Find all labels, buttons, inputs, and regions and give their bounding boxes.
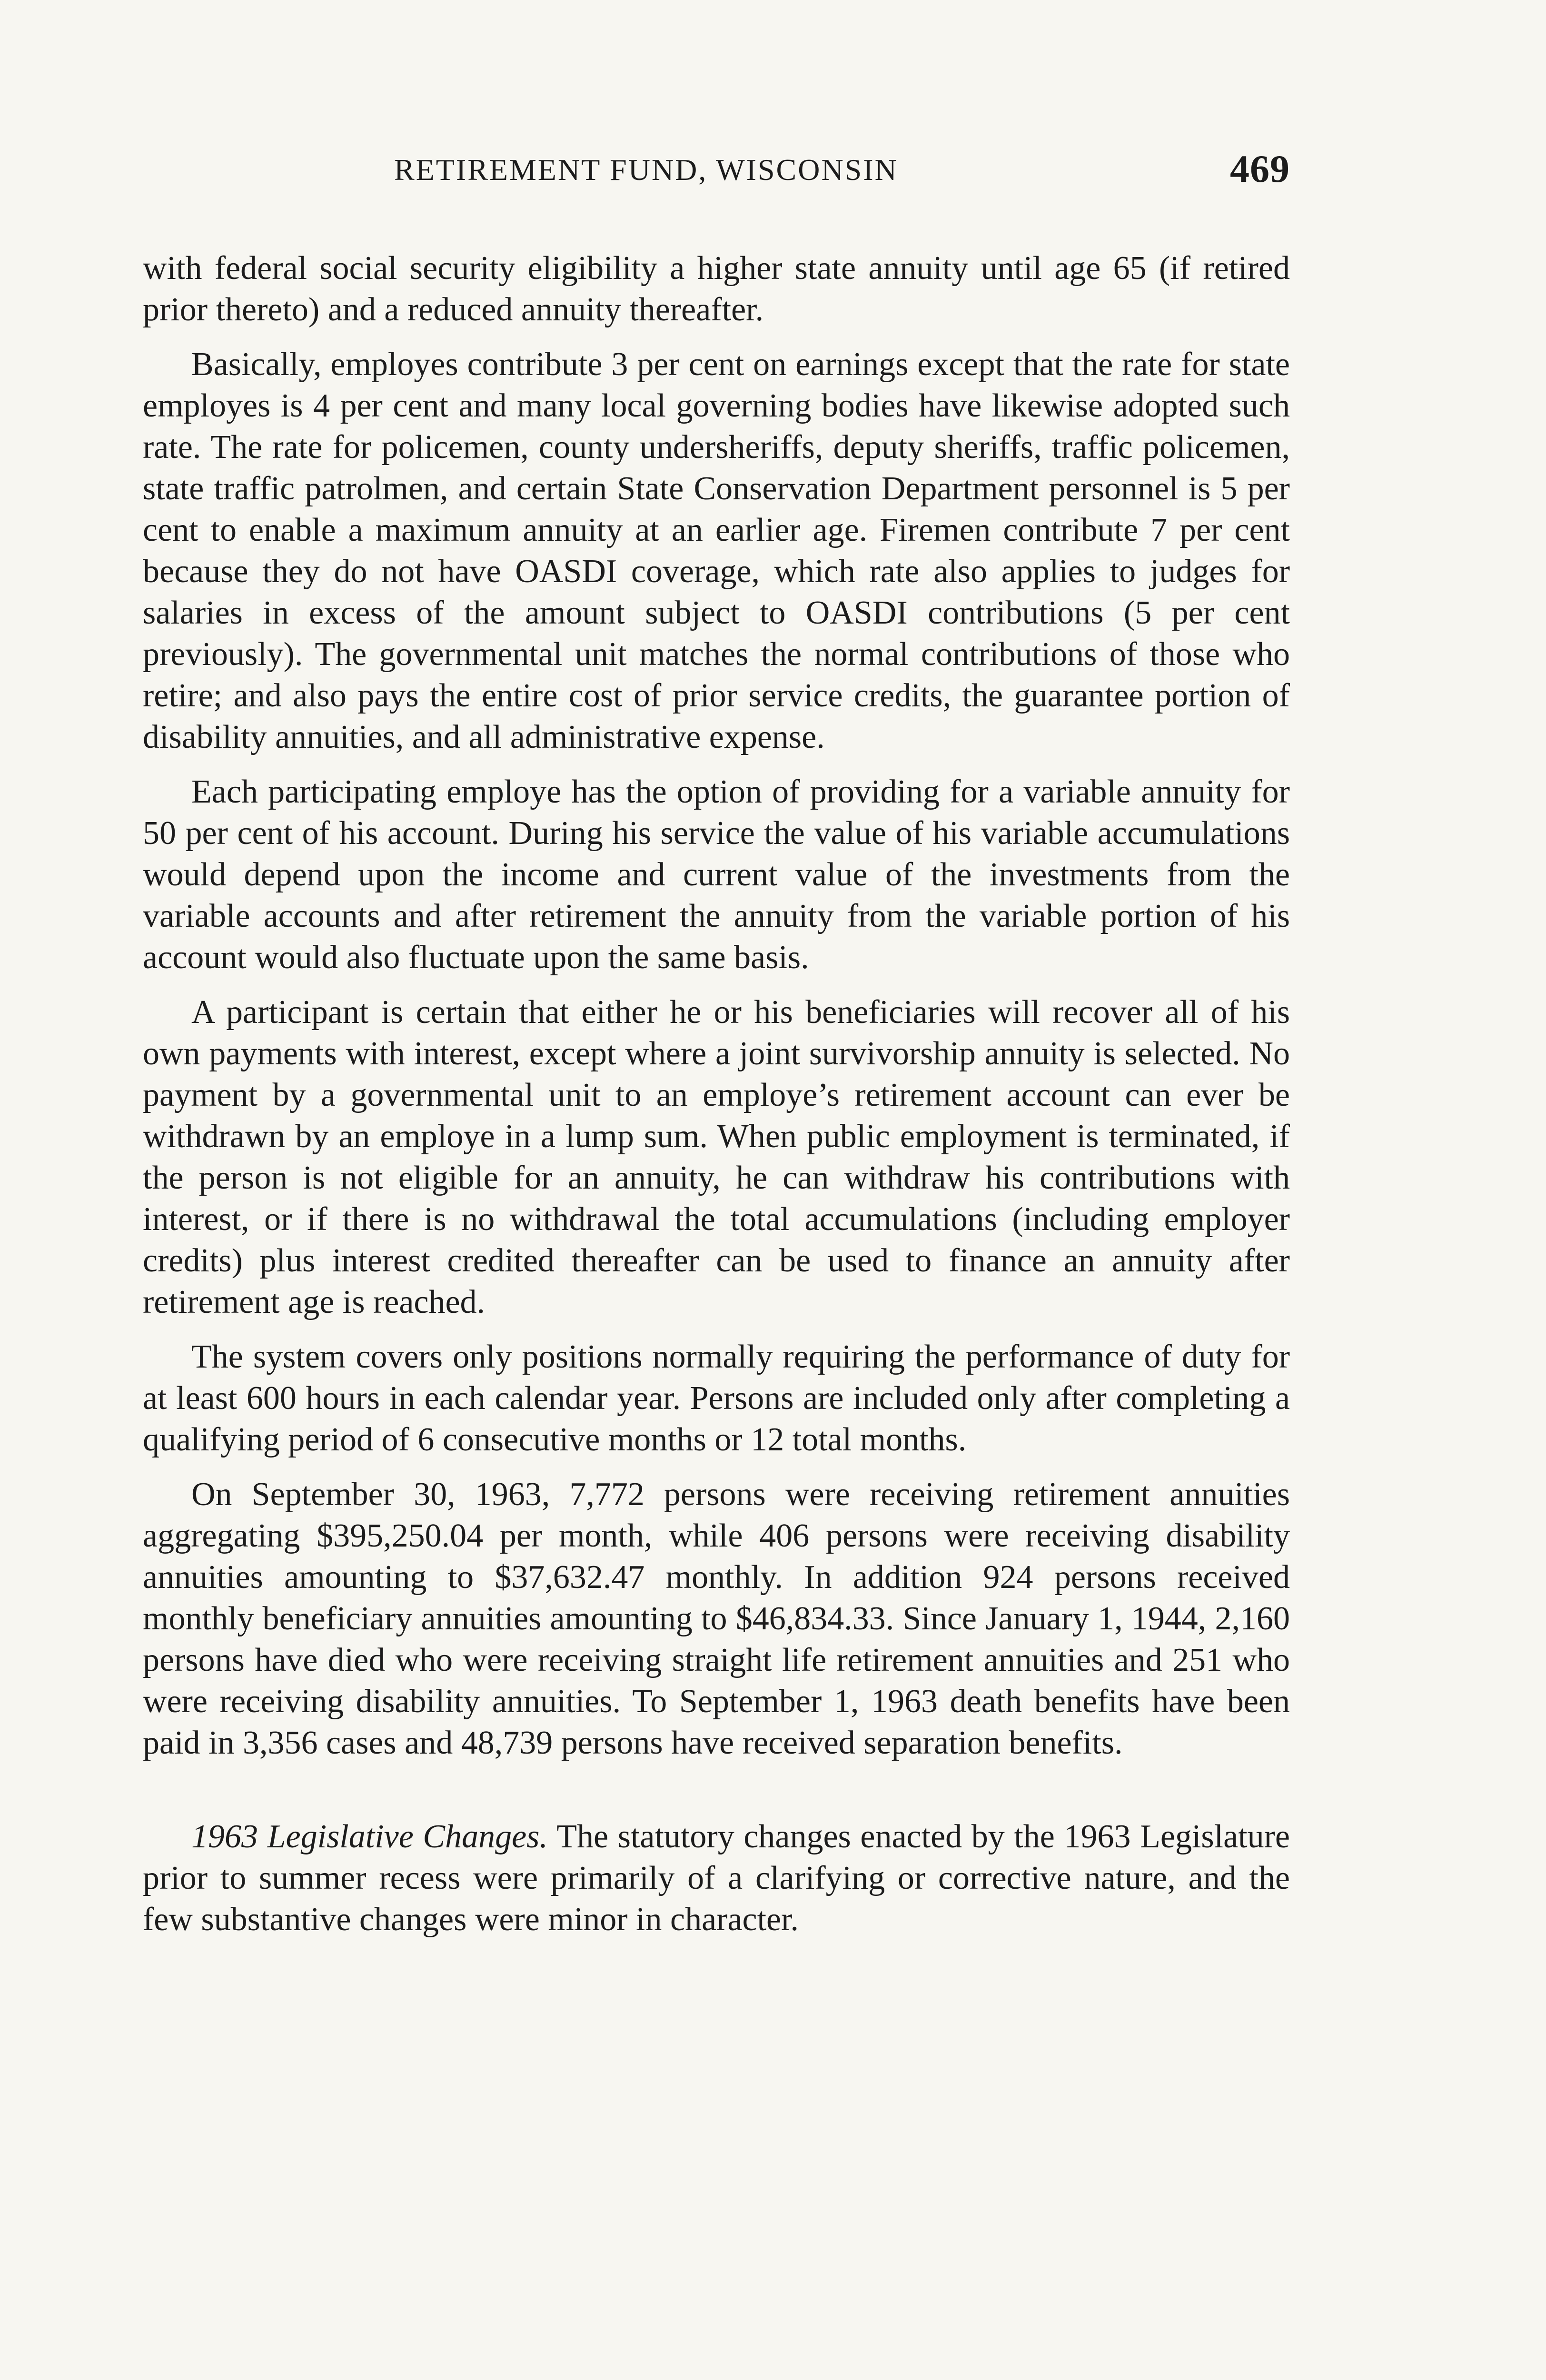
paragraph-statistics: On September 30, 1963, 7,772 persons were receiving retirement annuities aggregating $395,250.04 per month, while 406 persons were receiving disability annuities amounting to $37,632.47 monthly. In addition 924 persons received monthly beneficiary annuities amounting to $46,834.33. Since January 1, 1944, 2,160 persons have died who were receiving straight life retirement annuities and 251 who were receiving disability annuities. To September 1, 1963 death benefits have been paid in 3,356 cases and 48,739 persons have received separation benefits.	[143, 1476, 1290, 1761]
paragraph-system-coverage: The system covers only positions normally requiring the performance of duty for at least 600 hours in each calendar year. Persons are included only after completing a qualifying period of 6 consecutive months or 12 total months.	[143, 1339, 1290, 1458]
running-title: RETIREMENT FUND, WISCONSIN	[394, 153, 898, 187]
page-number: 469	[1230, 147, 1290, 190]
section-heading: 1963 Legislative Changes.	[191, 1818, 548, 1855]
body-text	[143, 248, 1290, 1954]
paragraph-variable-annuity: Each participating employe has the option of providing for a variable annuity for 50 per cent of his account. During his service the value of his variable accumulations would depend upon the income and current value of the investments from the variable accounts and after retirement the annuity from the variable portion of his account would also fluctuate upon the same basis.	[143, 774, 1290, 976]
paragraph-continuation: with federal social security eligibility a higher state annuity until age 65 (if retired prior thereto) and a reduced annuity thereafter.	[143, 250, 1290, 328]
paragraph-legislative-changes	[143, 1816, 1290, 1940]
paragraph-participant-recovery: A participant is certain that either he or his beneficiaries will recover all of his own payments with interest, except where a joint survivorship annuity is selected. No payment by a governmental unit to an employe’s retirement account can ever be withdrawn by an employe in a lump sum. When public employment is terminated, if the person is not eligible for an annuity, he can withdraw his contributions with interest, or if there is no withdrawal the total accumulations (including employer credits) plus interest credited thereafter can be used to finance an annuity after retirement age is reached.	[143, 994, 1290, 1320]
page-header	[143, 143, 1290, 200]
section-text: The statutory changes enacted by the 1963 Legislature prior to summer recess were primarily of a clarifying or corrective nature, and the few substantive changes were minor in character.	[143, 1818, 1290, 1938]
paragraph-contribution-rates: Basically, employes contribute 3 per cent on earnings except that the rate for state employes is 4 per cent and many local governing bodies have likewise adopted such rate. The rate for policemen, county undersheriffs, deputy sheriffs, traffic policemen, state traffic patrolmen, and certain State Conservation Department personnel is 5 per cent to enable a maximum annuity at an earlier age. Firemen contribute 7 per cent because they do not have OASDI coverage, which rate also applies to judges for salaries in excess of the amount subject to OASDI contributions (5 per cent previously). The governmental unit matches the normal contributions of those who retire; and also pays the entire cost of prior service credits, the guarantee portion of disability annuities, and all administrative expense.	[143, 346, 1290, 755]
